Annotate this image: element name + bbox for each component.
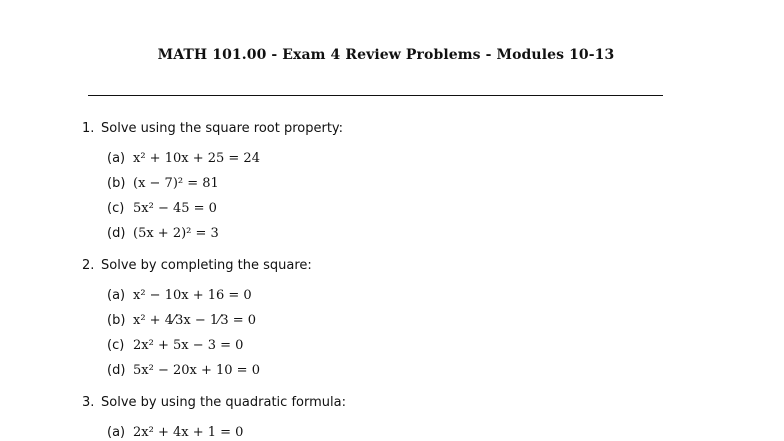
part-label: (c) [107,338,125,353]
problem-instruction: Solve using the square root property: [101,121,344,136]
problem-number: 1. [82,121,95,136]
part-equation: x² + 10x + 25 = 24 [133,151,260,166]
part-label: (d) [107,226,126,241]
problem-instruction: Solve by using the quadratic formula: [101,395,346,410]
part-equation: 2x² + 5x − 3 = 0 [133,338,244,353]
part-equation: x² + 4⁄3x − 1⁄3 = 0 [133,313,257,328]
part-equation: 5x² − 45 = 0 [133,201,217,216]
problem-1-part-a [107,151,260,166]
problem-2-part-b [107,313,256,328]
problem-1-part-d [107,226,219,241]
part-label: (b) [107,313,126,328]
title-divider [88,95,663,96]
problem-number: 3. [82,395,95,410]
problem-2-part-a [107,288,252,303]
problem-2 [82,258,312,273]
problem-3 [82,395,346,410]
part-equation: (5x + 2)² = 3 [133,226,219,241]
problem-1-part-b [107,176,219,191]
problem-1-part-c [107,201,217,216]
problem-1 [82,121,343,136]
part-label: (a) [107,288,126,303]
part-label: (a) [107,151,126,166]
part-label: (a) [107,425,126,440]
problem-3-part-a [107,425,243,440]
part-label: (c) [107,201,125,216]
problem-instruction: Solve by completing the square: [101,258,312,273]
part-label: (d) [107,363,126,378]
part-equation: (x − 7)² = 81 [133,176,219,191]
part-equation: x² − 10x + 16 = 0 [133,288,252,303]
problem-2-part-d [107,363,260,378]
problem-number: 2. [82,258,95,273]
part-label: (b) [107,176,126,191]
part-equation: 2x² + 4x + 1 = 0 [133,425,244,440]
problem-2-part-c [107,338,243,353]
document-title: MATH 101.00 - Exam 4 Review Problems - Modules 10-13 [157,47,615,63]
part-equation: 5x² − 20x + 10 = 0 [133,363,260,378]
